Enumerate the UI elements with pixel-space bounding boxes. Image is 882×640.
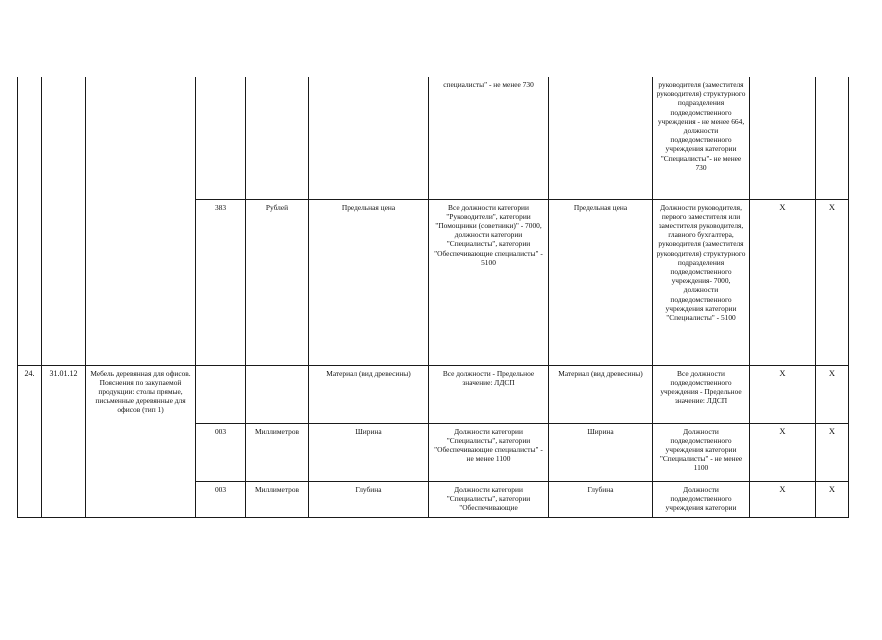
value-cell: Все должности подведомственного учреждения - Предельное значение: ЛДСП: [653, 365, 750, 423]
unit-code-cell: 003: [196, 481, 246, 517]
value-cell: Должности подведомственного учреждения категории "Специалисты" - не менее 1100: [653, 423, 750, 481]
row-number-cell: [18, 77, 42, 365]
value-cell: руководителя (заместителя руководителя) структурного подразделения подведомственного учреждения - не менее 664, должности подведомственного учреждения категории "Специалисты"- не менее 730: [653, 77, 750, 199]
unit-code-cell: [196, 77, 246, 199]
characteristic-cell: Предельная цена: [309, 199, 429, 365]
function-cell: X: [816, 199, 849, 365]
justification-cell: X: [750, 365, 816, 423]
okpd-code-cell: [42, 77, 86, 365]
function-cell: X: [816, 481, 849, 517]
characteristic-cell: [549, 77, 653, 199]
value-cell: Должности руководителя, первого заместителя или заместителя руководителя, главного бухгалтера, руководителя (заместителя руководителя) структурного подразделения подведомственного учреждения- 7000, должности подведомственного учреждения категории "Специалисты" - 5100: [653, 199, 750, 365]
characteristic-cell: Материал (вид древесины): [309, 365, 429, 423]
characteristic-cell: Глубина: [549, 481, 653, 517]
characteristic-cell: Глубина: [309, 481, 429, 517]
table-row: [18, 77, 849, 199]
function-cell: X: [816, 423, 849, 481]
characteristic-cell: Предельная цена: [549, 199, 653, 365]
function-cell: X: [816, 365, 849, 423]
justification-cell: X: [750, 423, 816, 481]
value-cell: Должности категории "Специалисты", категории "Обеспечивающие: [429, 481, 549, 517]
function-cell: [816, 77, 849, 199]
justification-cell: X: [750, 481, 816, 517]
requirements-table: [17, 77, 849, 518]
value-cell: Все должности категории "Руководители", категории "Помощники (советники)" - 7000, должности категории "Специалисты", категории "Обеспечивающие специалисты" - 5100: [429, 199, 549, 365]
characteristic-cell: [309, 77, 429, 199]
value-cell: Должности подведомственного учреждения категории: [653, 481, 750, 517]
value-cell: Все должности - Предельное значение: ЛДСП: [429, 365, 549, 423]
value-cell: специалисты" - не менее 730: [429, 77, 549, 199]
product-name-cell: [86, 77, 196, 365]
unit-name-cell: [246, 77, 309, 199]
unit-code-cell: [196, 365, 246, 423]
okpd-code-cell: 31.01.12: [42, 365, 86, 517]
characteristic-cell: Ширина: [549, 423, 653, 481]
product-name-cell: Мебель деревянная для офисов. Пояснения по закупаемой продукции: столы прямые, письменные деревянные для офисов (тип 1): [86, 365, 196, 517]
value-cell: Должности категории "Специалисты", категории "Обеспечивающие специалисты" - не менее 1100: [429, 423, 549, 481]
characteristic-cell: Материал (вид древесины): [549, 365, 653, 423]
unit-name-cell: Миллиметров: [246, 481, 309, 517]
justification-cell: [750, 77, 816, 199]
unit-name-cell: Рублей: [246, 199, 309, 365]
row-number-cell: 24.: [18, 365, 42, 517]
unit-code-cell: 003: [196, 423, 246, 481]
unit-name-cell: Миллиметров: [246, 423, 309, 481]
table-row: [18, 365, 849, 423]
justification-cell: X: [750, 199, 816, 365]
unit-name-cell: [246, 365, 309, 423]
characteristic-cell: Ширина: [309, 423, 429, 481]
unit-code-cell: 383: [196, 199, 246, 365]
